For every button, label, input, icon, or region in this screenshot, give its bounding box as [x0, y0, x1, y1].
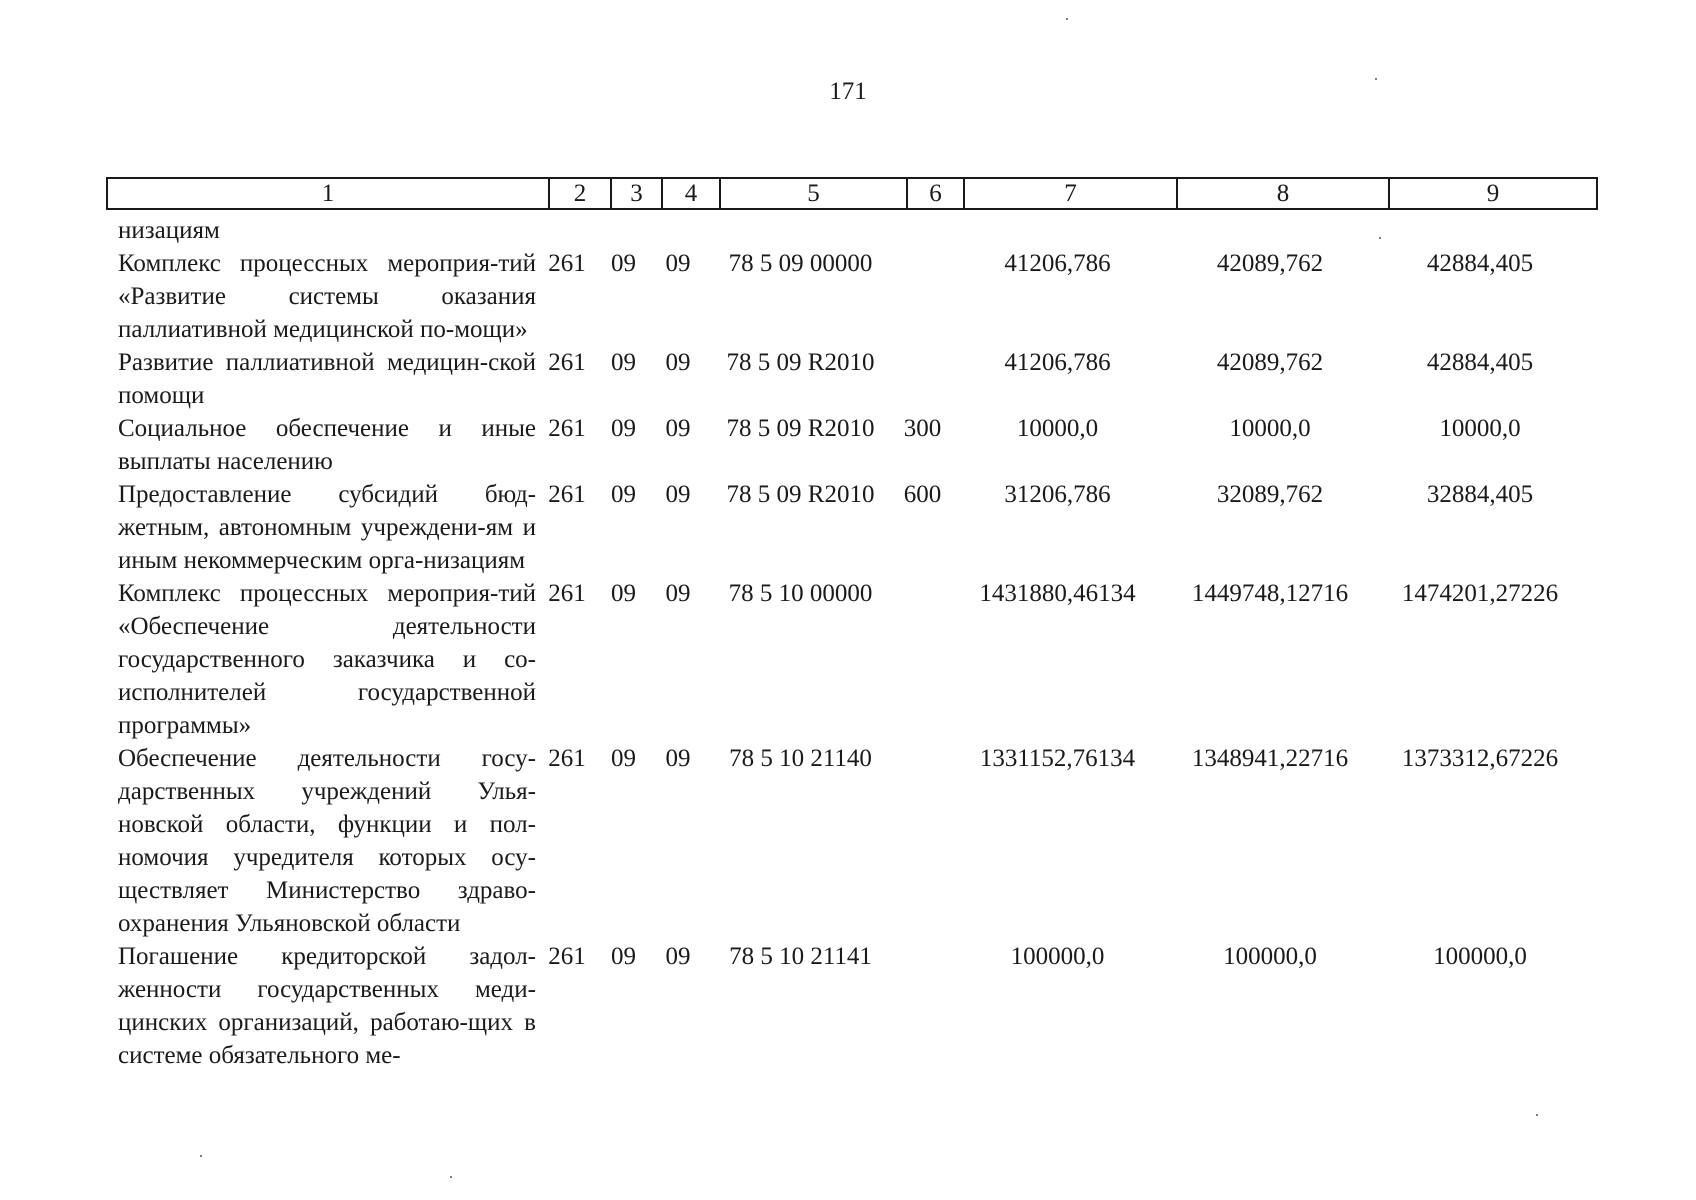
- row-col-7: 1431880,46134: [979, 580, 1136, 607]
- row-col-9: 1373312,67226: [1401, 745, 1559, 772]
- header-col-8: 8: [1177, 178, 1389, 209]
- row-col-4: 09: [665, 943, 691, 970]
- table-row: [106, 478, 1596, 577]
- table-row: [106, 346, 1596, 412]
- row-col-3: 09: [611, 580, 636, 607]
- row-col-7: 31206,786: [1004, 481, 1111, 508]
- header-col-6: 6: [907, 178, 964, 209]
- table-row: [106, 214, 1596, 247]
- table-header: [106, 177, 1598, 210]
- table-row: [106, 742, 1596, 940]
- row-col-6: [894, 577, 951, 742]
- row-col-5: 78 5 09 R2010: [726, 481, 875, 508]
- row-col-7: 100000,0: [1010, 943, 1105, 970]
- header-col-3: 3: [611, 178, 662, 209]
- table-body: [106, 214, 1596, 1072]
- row-col-3: 09: [611, 943, 636, 970]
- row-col-9: 32884,405: [1426, 481, 1534, 508]
- row-col-3: [598, 214, 649, 247]
- row-col-3: 09: [611, 745, 636, 772]
- header-col-2: 2: [549, 178, 611, 209]
- row-col-6: [894, 742, 951, 940]
- row-col-2: 261: [548, 415, 586, 442]
- scan-speck: [200, 1155, 202, 1157]
- row-col-6: [894, 247, 951, 346]
- row-col-5: 78 5 09 R2010: [726, 415, 875, 442]
- row-col-2: 261: [548, 349, 586, 376]
- table-row: [106, 940, 1596, 1072]
- header-col-1: 1: [107, 178, 549, 209]
- row-col-8: 100000,0: [1223, 943, 1317, 970]
- row-col-6: 300: [903, 415, 942, 442]
- row-col-8: 10000,0: [1229, 415, 1311, 442]
- scan-speck: [1536, 1114, 1538, 1116]
- row-col-6: [894, 940, 951, 1072]
- row-col-4: 09: [665, 250, 691, 277]
- row-col-2: 261: [548, 481, 586, 508]
- row-col-9: [1376, 214, 1584, 247]
- row-name: Погашение кредиторской задол-женности государственных меди-цинских организаций, работаю-щих в системе обязательного ме-: [118, 943, 536, 1069]
- row-name: Развитие паллиативной медицин-ской помощи: [118, 349, 536, 409]
- row-col-4: 09: [665, 349, 691, 376]
- row-col-2: [536, 214, 598, 247]
- row-name: низациям: [118, 217, 220, 244]
- row-col-2: 261: [548, 745, 586, 772]
- row-col-8: [1164, 214, 1376, 247]
- row-name: Комплекс процессных мероприя-тий «Обеспечение деятельности государственного заказчика и со-исполнителей государственной программы»: [118, 580, 536, 739]
- row-col-5: 78 5 09 00000: [728, 250, 873, 277]
- row-col-5: 78 5 10 21140: [729, 745, 872, 772]
- table-row: [106, 247, 1596, 346]
- row-col-8: 42089,762: [1216, 349, 1324, 376]
- row-col-7: 1331152,76134: [979, 745, 1136, 772]
- row-col-5: [707, 214, 894, 247]
- row-name: Социальное обеспечение и иные выплаты населению: [118, 415, 536, 475]
- row-col-2: 261: [548, 580, 586, 607]
- row-name: Предоставление субсидий бюд-жетным, автономным учреждени-ям и иным некоммерческим орга-низациям: [118, 481, 536, 574]
- row-col-8: 32089,762: [1216, 481, 1324, 508]
- row-col-8: 1348941,22716: [1191, 745, 1349, 772]
- row-col-9: 42884,405: [1426, 349, 1534, 376]
- scan-speck: [1375, 78, 1377, 80]
- row-name: Обеспечение деятельности госу-дарственных учреждений Улья-новской области, функции и пол-номочия учредителя которых осу-ществляет Министерство здраво-охранения Ульяновской области: [118, 745, 536, 937]
- row-col-4: [649, 214, 707, 247]
- row-name: Комплекс процессных мероприя-тий «Развитие системы оказания паллиативной медицинской по-мощи»: [118, 250, 536, 343]
- header-col-5: 5: [720, 178, 907, 209]
- row-col-2: 261: [548, 250, 586, 277]
- row-col-5: 78 5 10 00000: [728, 580, 873, 607]
- scan-speck: [1066, 18, 1068, 20]
- row-col-3: 09: [611, 415, 636, 442]
- page-number: 171: [829, 78, 867, 105]
- row-col-4: 09: [665, 745, 691, 772]
- row-col-4: 09: [665, 481, 691, 508]
- row-col-6: [894, 346, 951, 412]
- header-col-4: 4: [662, 178, 720, 209]
- row-col-7: 10000,0: [1016, 415, 1099, 442]
- row-col-7: [951, 214, 1164, 247]
- table-row: [106, 412, 1596, 478]
- row-col-3: 09: [611, 349, 636, 376]
- row-col-5: 78 5 10 21141: [729, 943, 872, 970]
- header-col-9: 9: [1389, 178, 1597, 209]
- row-col-9: 1474201,27226: [1401, 580, 1559, 607]
- row-col-4: 09: [665, 580, 691, 607]
- row-col-2: 261: [548, 943, 586, 970]
- scan-speck: [1379, 237, 1381, 239]
- row-col-5: 78 5 09 R2010: [726, 349, 875, 376]
- row-col-6: [894, 214, 951, 247]
- row-col-8: 1449748,12716: [1191, 580, 1349, 607]
- table-row: [106, 577, 1596, 742]
- row-col-9: 100000,0: [1433, 943, 1527, 970]
- row-col-9: 42884,405: [1426, 250, 1534, 277]
- row-col-7: 41206,786: [1004, 250, 1111, 277]
- row-col-9: 10000,0: [1439, 415, 1521, 442]
- row-col-7: 41206,786: [1004, 349, 1111, 376]
- scan-speck: [450, 1176, 452, 1178]
- row-col-6: 600: [903, 481, 942, 508]
- row-col-3: 09: [611, 481, 636, 508]
- row-col-4: 09: [665, 415, 691, 442]
- header-col-7: 7: [964, 178, 1177, 209]
- row-col-8: 42089,762: [1216, 250, 1324, 277]
- row-col-3: 09: [611, 250, 636, 277]
